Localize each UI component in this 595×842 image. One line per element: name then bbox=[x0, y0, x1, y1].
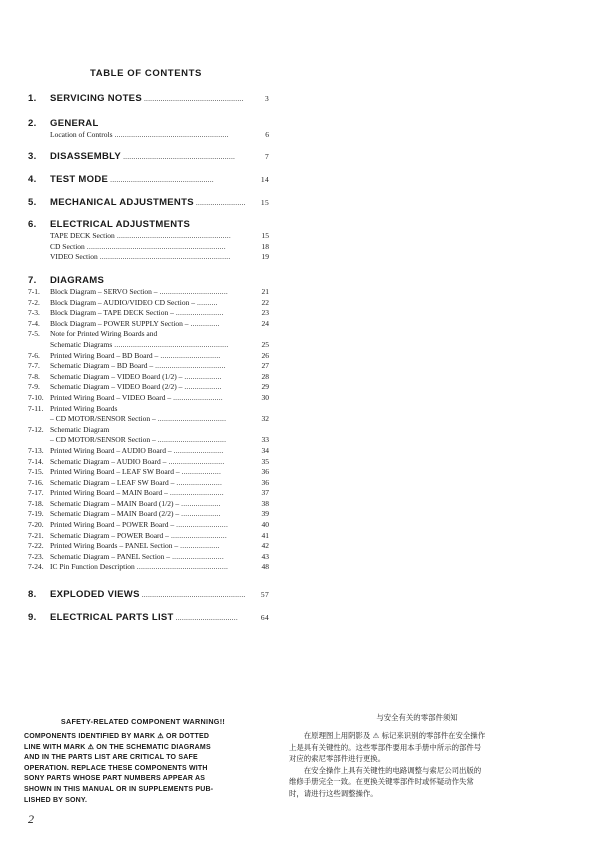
sub-title: Printed Wiring Board – MAIN Board – bbox=[50, 488, 168, 498]
page-ref: 36 bbox=[261, 477, 269, 487]
toc-sub-entry bbox=[28, 340, 269, 351]
dot-leader: ........................ bbox=[173, 445, 224, 455]
page-ref: 15 bbox=[261, 231, 269, 240]
dot-leader: ................... bbox=[181, 467, 222, 477]
dot-leader: ....................................................... bbox=[114, 130, 229, 139]
toc-sub-entry bbox=[28, 488, 269, 499]
sub-title: Note for Printed Wiring Boards and bbox=[50, 329, 158, 339]
sub-title: Schematic Diagram – MAIN Board (1/2) – bbox=[50, 498, 180, 508]
sub-title: Block Diagram – TAPE DECK Section – bbox=[50, 308, 174, 318]
page-ref: 25 bbox=[261, 339, 269, 349]
safety-warning-line: COMPONENTS IDENTIFIED BY MARK ⚠ OR DOTTED bbox=[24, 733, 210, 740]
toc-sub-list bbox=[28, 130, 269, 141]
dot-leader: ................... bbox=[181, 498, 221, 508]
section-number: 3. bbox=[28, 151, 37, 162]
sub-title: Schematic Diagrams bbox=[50, 339, 113, 349]
sub-title: Schematic Diagram bbox=[50, 424, 110, 434]
sub-number: 7-21. bbox=[28, 530, 44, 540]
section-number: 7. bbox=[28, 275, 37, 286]
section-number: 8. bbox=[28, 589, 37, 600]
toc-section bbox=[28, 118, 269, 141]
dot-leader: ................... bbox=[180, 541, 220, 551]
sub-number: 7-1. bbox=[28, 287, 40, 296]
sub-number: 7-19. bbox=[28, 509, 44, 519]
dot-leader: ....................................................... bbox=[114, 339, 229, 349]
dot-leader: .......................... bbox=[169, 488, 224, 498]
toc-sub-entry bbox=[28, 287, 269, 298]
section-title: DISASSEMBLY bbox=[50, 151, 122, 162]
section-title: ELECTRICAL ADJUSTMENTS bbox=[50, 219, 191, 230]
chinese-notice-line: 对应的索尼零部件进行更换。 bbox=[289, 754, 386, 764]
safety-warning-line: LINE WITH MARK ⚠ ON THE SCHEMATIC DIAGRAMS bbox=[24, 743, 211, 751]
dot-leader: ...................................................... bbox=[123, 152, 236, 161]
sub-title: Schematic Diagram – VIDEO Board (1/2) – bbox=[50, 371, 183, 381]
toc-sub-entry bbox=[28, 329, 269, 340]
dot-leader: ......................... bbox=[172, 551, 224, 561]
sub-number: 7-7. bbox=[28, 361, 40, 371]
toc-sub-entry bbox=[28, 562, 269, 573]
dot-leader: ...................... bbox=[176, 477, 223, 487]
page-ref: 21 bbox=[261, 287, 269, 296]
sub-number: 7-6. bbox=[28, 350, 40, 360]
section-number: 4. bbox=[28, 174, 37, 185]
dot-leader: ............................................................... bbox=[99, 252, 231, 262]
page-ref: 34 bbox=[261, 445, 269, 455]
toc-sub-list bbox=[28, 287, 269, 573]
page-ref: 32 bbox=[261, 414, 269, 424]
sub-title: Block Diagram – SERVO Section – bbox=[50, 287, 158, 296]
toc-section bbox=[28, 93, 269, 104]
dot-leader: ................................. bbox=[157, 435, 227, 445]
page-ref: 42 bbox=[261, 541, 269, 551]
toc-sub-entry bbox=[28, 393, 269, 404]
sub-number: 7-11. bbox=[28, 403, 44, 413]
sub-number: 7-13. bbox=[28, 445, 44, 455]
sub-title: Block Diagram – POWER SUPPLY Section – bbox=[50, 318, 189, 328]
dot-leader: ............................................ bbox=[136, 562, 229, 572]
page-ref: 48 bbox=[261, 562, 269, 572]
section-number: 2. bbox=[28, 118, 37, 129]
sub-number: 7-10. bbox=[28, 392, 44, 402]
section-title: ELECTRICAL PARTS LIST bbox=[50, 612, 174, 623]
toc-sub-entry bbox=[28, 499, 269, 510]
section-number: 6. bbox=[28, 219, 37, 230]
dot-leader: ................................. bbox=[157, 414, 227, 424]
toc-main-entry bbox=[28, 275, 269, 286]
toc-sub-entry bbox=[28, 351, 269, 362]
sub-number: 7-22. bbox=[28, 541, 44, 551]
sub-number: 7-5. bbox=[28, 329, 40, 339]
page-ref: 15 bbox=[260, 198, 269, 207]
page-ref: 23 bbox=[261, 308, 269, 318]
toc-section bbox=[28, 151, 269, 162]
toc-sub-entry bbox=[28, 467, 269, 478]
section-title: GENERAL bbox=[50, 118, 99, 129]
page-ref: 37 bbox=[261, 488, 269, 498]
toc-sub-entry bbox=[28, 446, 269, 457]
sub-number: 7-17. bbox=[28, 488, 44, 498]
safety-warning-line: LISHED BY SONY. bbox=[24, 796, 88, 804]
page-ref: 28 bbox=[261, 371, 269, 381]
section-title: EXPLODED VIEWS bbox=[50, 589, 140, 600]
page-ref: 7 bbox=[264, 152, 269, 161]
toc-sub-entry bbox=[28, 130, 269, 141]
sub-number: 7-15. bbox=[28, 467, 44, 477]
dot-leader: .............. bbox=[190, 318, 220, 328]
page-ref: 6 bbox=[265, 130, 269, 139]
page-ref: 19 bbox=[261, 252, 269, 262]
safety-warning-line: SHOWN IN THIS MANUAL OR IN SUPPLEMENTS PUB- bbox=[24, 785, 214, 793]
safety-warning-title: SAFETY-RELATED COMPONENT WARNING!! bbox=[60, 717, 226, 726]
sub-number: 7-18. bbox=[28, 498, 44, 508]
dot-leader: ........................ bbox=[173, 392, 223, 402]
page-ref: 26 bbox=[261, 350, 269, 360]
toc-sub-entry bbox=[28, 520, 269, 531]
toc-section bbox=[28, 589, 269, 600]
toc-section bbox=[28, 275, 269, 573]
safety-warning-body bbox=[24, 732, 262, 806]
safety-warning-line: OPERATION. REPLACE THESE COMPONENTS WITH bbox=[24, 764, 208, 772]
sub-number: 7-23. bbox=[28, 551, 44, 561]
toc-main-entry bbox=[28, 151, 269, 162]
sub-title: Printed Wiring Board – BD Board – bbox=[50, 350, 159, 360]
dot-leader: ........................ bbox=[195, 198, 246, 207]
sub-title: Printed Wiring Boards – PANEL Section – bbox=[50, 541, 179, 551]
chinese-notice-line: 在原理图上用阴影及 ⚠ 标记来识别的零部件在安全操作 bbox=[289, 731, 486, 740]
sub-title: Location of Controls bbox=[50, 130, 113, 139]
sub-title: Printed Wiring Board – LEAF SW Board – bbox=[50, 467, 180, 477]
toc-sub-entry bbox=[28, 457, 269, 468]
dot-leader: ................... bbox=[181, 509, 221, 519]
section-title: MECHANICAL ADJUSTMENTS bbox=[50, 197, 194, 208]
dot-leader: ............................. bbox=[160, 350, 221, 360]
toc-sub-entry bbox=[28, 231, 269, 242]
sub-title: Printed Wiring Board – AUDIO Board – bbox=[50, 445, 172, 455]
sub-title: VIDEO Section bbox=[50, 252, 98, 262]
sub-number: 7-4. bbox=[28, 318, 40, 328]
chinese-notice-line: 时，请进行这些调整操作。 bbox=[289, 788, 378, 798]
page-ref: 39 bbox=[261, 509, 269, 519]
page-ref: 30 bbox=[261, 392, 269, 402]
toc-main-entry bbox=[28, 174, 269, 185]
toc-sub-entry bbox=[28, 242, 269, 253]
toc-sub-entry bbox=[28, 541, 269, 552]
section-title: TEST MODE bbox=[50, 174, 109, 185]
sub-number: 7-9. bbox=[28, 382, 40, 392]
section-number: 1. bbox=[28, 93, 37, 104]
page-ref: 27 bbox=[261, 361, 269, 371]
sub-number: 7-8. bbox=[28, 371, 40, 381]
toc-sub-list bbox=[28, 231, 269, 263]
toc-main-entry bbox=[28, 219, 269, 230]
toc-sub-entry bbox=[28, 361, 269, 372]
section-title: DIAGRAMS bbox=[50, 275, 105, 286]
page-ref: 14 bbox=[260, 175, 269, 184]
dot-leader: ........................... bbox=[168, 456, 225, 466]
sub-number: 7-12. bbox=[28, 424, 44, 434]
dot-leader: ................................................ bbox=[143, 94, 244, 103]
dot-leader: .................. bbox=[184, 382, 222, 392]
toc-sub-entry bbox=[28, 552, 269, 563]
toc-main-entry bbox=[28, 589, 269, 600]
section-number: 9. bbox=[28, 612, 37, 623]
sub-number: 7-20. bbox=[28, 520, 44, 530]
page-ref: 33 bbox=[261, 435, 269, 445]
sub-number: 7-14. bbox=[28, 456, 44, 466]
section-number: 5. bbox=[28, 197, 37, 208]
chinese-notice-line: 维修手册完全一致。在更换关键零部件时或怀疑动作失常 bbox=[289, 777, 474, 787]
toc-sub-entry bbox=[28, 509, 269, 520]
chinese-notice-line: 在安全操作上具有关键性的电路调整与索尼公司出版的 bbox=[289, 765, 482, 775]
safety-warning-line: AND IN THE PARTS LIST ARE CRITICAL TO SAFE bbox=[24, 754, 198, 762]
toc-sub-entry bbox=[28, 252, 269, 263]
toc-section bbox=[28, 197, 269, 208]
toc-sub-entry bbox=[28, 372, 269, 383]
sub-title: Schematic Diagram – BD Board – bbox=[50, 361, 154, 371]
dot-leader: ....................... bbox=[175, 308, 224, 318]
toc-main-entry bbox=[28, 118, 269, 129]
dot-leader: ....................................................... bbox=[116, 231, 231, 240]
dot-leader: .................................. bbox=[155, 361, 226, 371]
dot-leader: .................................................. bbox=[110, 175, 214, 184]
page-ref: 35 bbox=[261, 456, 269, 466]
dot-leader: ......................... bbox=[176, 520, 229, 530]
dot-leader: ........................... bbox=[170, 530, 227, 540]
toc-sub-entry bbox=[28, 425, 269, 436]
page-ref: 18 bbox=[261, 241, 269, 251]
dot-leader: .................. bbox=[184, 371, 222, 381]
page-ref: 22 bbox=[261, 297, 269, 307]
page-ref: 29 bbox=[261, 382, 269, 392]
page-ref: 38 bbox=[261, 498, 269, 508]
sub-title: TAPE DECK Section bbox=[50, 231, 115, 240]
toc-sub-entry bbox=[28, 319, 269, 330]
sub-title: Schematic Diagram – PANEL Section – bbox=[50, 551, 171, 561]
sub-title: Printed Wiring Board – POWER Board – bbox=[50, 520, 175, 530]
page-ref: 40 bbox=[261, 520, 269, 530]
sub-title: Block Diagram – AUDIO/VIDEO CD Section – bbox=[50, 297, 195, 307]
toc-section bbox=[28, 174, 269, 185]
sub-number: 7-2. bbox=[28, 297, 40, 307]
dot-leader: .............................. bbox=[175, 613, 238, 622]
dot-leader: .......... bbox=[196, 297, 218, 307]
page-ref: 57 bbox=[260, 590, 269, 599]
page-ref: 43 bbox=[261, 551, 269, 561]
page-number: 2 bbox=[28, 812, 34, 826]
sub-title: Schematic Diagram – AUDIO Board – bbox=[50, 456, 167, 466]
page-ref: 41 bbox=[261, 530, 269, 540]
toc-main-entry bbox=[28, 93, 269, 104]
sub-title: – CD MOTOR/SENSOR Section – bbox=[50, 414, 156, 424]
page-ref: 3 bbox=[264, 94, 269, 103]
toc-section bbox=[28, 219, 269, 263]
sub-number: 7-3. bbox=[28, 308, 40, 318]
sub-title: Printed Wiring Boards bbox=[50, 403, 118, 413]
toc-sub-entry bbox=[28, 478, 269, 489]
chinese-notice-line: 上是具有关键性的。这些零部件要用本手册中所示的部件号 bbox=[289, 742, 482, 752]
sub-title: CD Section bbox=[50, 241, 85, 251]
sub-title: Schematic Diagram – POWER Board – bbox=[50, 530, 169, 540]
toc-sub-entry bbox=[28, 531, 269, 542]
toc-sub-entry bbox=[28, 435, 269, 446]
sub-title: Printed Wiring Board – VIDEO Board – bbox=[50, 392, 172, 402]
sub-title: IC Pin Function Description bbox=[50, 562, 135, 572]
toc-sub-entry bbox=[28, 382, 269, 393]
sub-title: Schematic Diagram – MAIN Board (2/2) – bbox=[50, 509, 180, 519]
sub-title: Schematic Diagram – VIDEO Board (2/2) – bbox=[50, 382, 183, 392]
section-title: SERVICING NOTES bbox=[50, 93, 142, 104]
toc-main-entry bbox=[28, 612, 269, 623]
dot-leader: ................................. bbox=[159, 287, 228, 296]
page-ref: 36 bbox=[261, 467, 269, 477]
chinese-notice-title: 与安全有关的零部件须知 bbox=[376, 713, 458, 722]
toc-section bbox=[28, 612, 269, 623]
page-ref: 24 bbox=[261, 318, 269, 328]
toc-title: TABLE OF CONTENTS bbox=[90, 68, 202, 79]
chinese-notice-body bbox=[289, 730, 539, 800]
toc-sub-entry bbox=[28, 414, 269, 425]
safety-warning-line: SONY PARTS WHOSE PART NUMBERS APPEAR AS bbox=[24, 775, 206, 783]
sub-number: 7-24. bbox=[28, 562, 44, 572]
toc-main-entry bbox=[28, 197, 269, 208]
toc-sub-entry bbox=[28, 298, 269, 309]
toc-sub-entry bbox=[28, 308, 269, 319]
dot-leader: ................................................................... bbox=[86, 241, 226, 251]
sub-title: Schematic Diagram – LEAF SW Board – bbox=[50, 477, 175, 487]
sub-number: 7-16. bbox=[28, 477, 44, 487]
toc-sub-entry bbox=[28, 404, 269, 415]
dot-leader: .................................................. bbox=[141, 590, 246, 599]
sub-title: – CD MOTOR/SENSOR Section – bbox=[50, 435, 156, 445]
page-ref: 64 bbox=[260, 613, 269, 622]
